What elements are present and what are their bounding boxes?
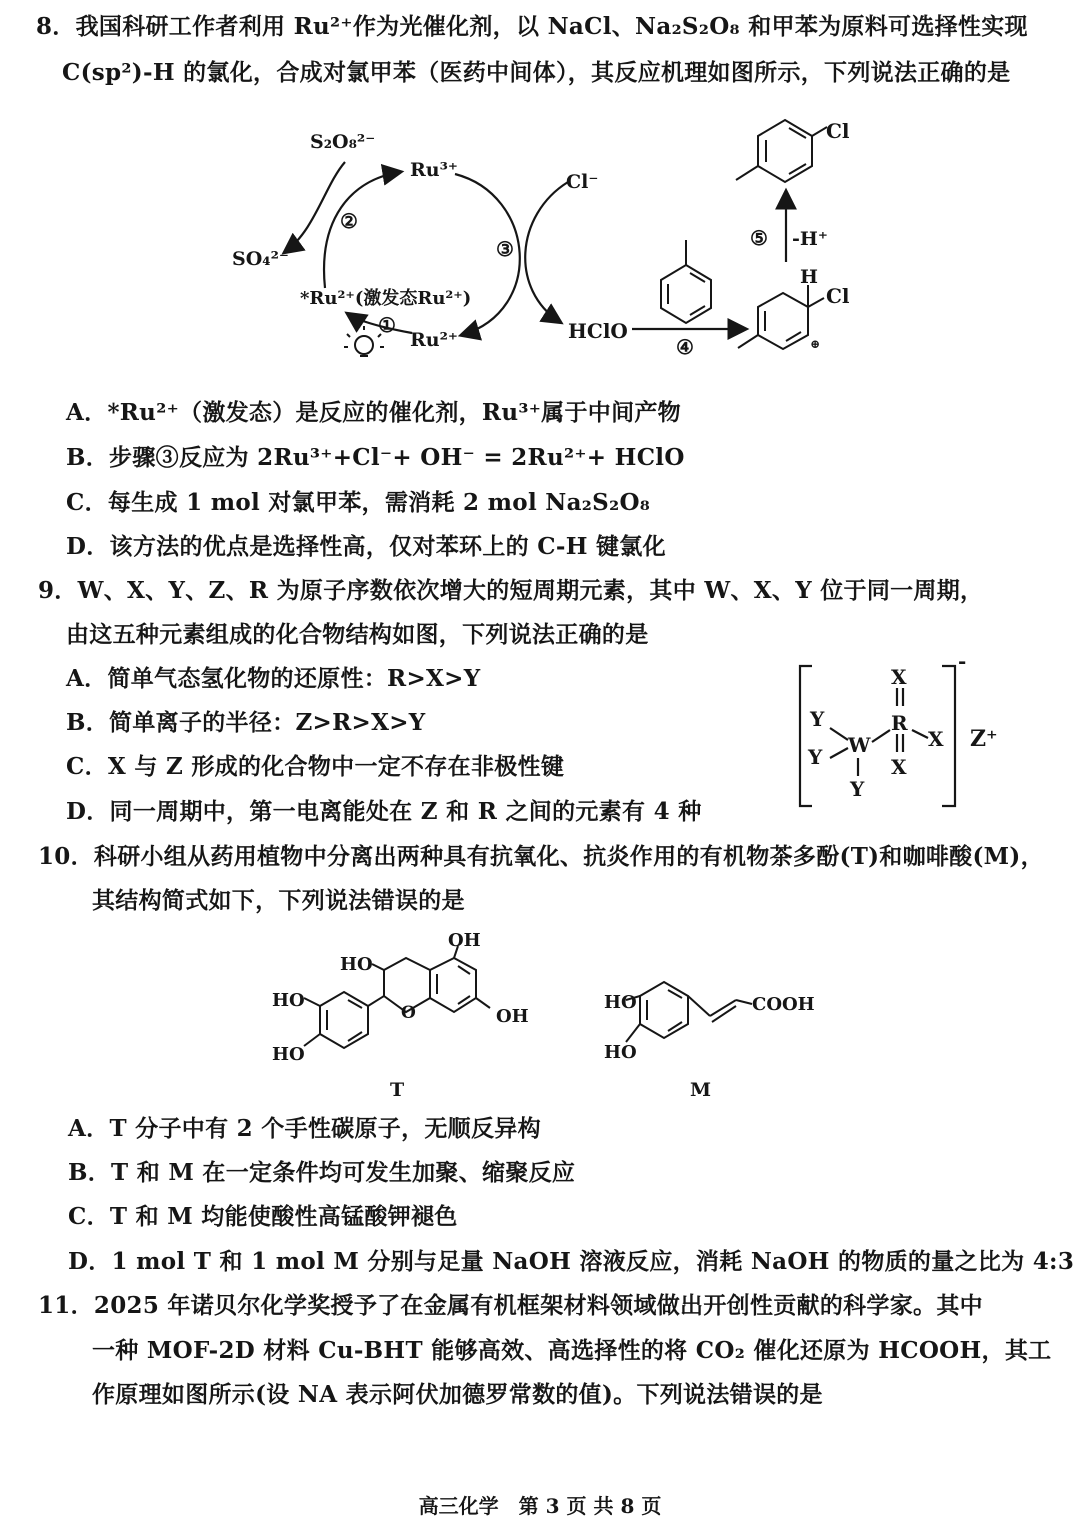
q10-option-b: B．T 和 M 在一定条件均可发生加聚、缩聚反应 (68, 1159, 576, 1186)
q10-option-d: D．1 mol T 和 1 mol M 分别与足量 NaOH 溶液反应，消耗 NaOH 的物质的量之比为 4:3 (68, 1248, 1075, 1275)
q9-structure-diagram (0, 650, 1080, 820)
q10-option-c: C．T 和 M 均能使酸性高锰酸钾褪色 (68, 1203, 458, 1230)
m-ho2: HO (604, 1042, 637, 1063)
q10-option-a: A．T 分子中有 2 个手性碳原子，无顺反异构 (68, 1115, 541, 1142)
t-oh-right: OH (496, 1006, 529, 1027)
q8-stem-line1: 8．我国科研工作者利用 Ru²⁺作为光催化剂，以 NaCl、Na₂S₂O₈ 和甲苯为原料可选择性实现 (36, 13, 1028, 40)
label-s2o8: S₂O₈²⁻ (310, 131, 376, 153)
atom-y-left: Y (808, 745, 823, 769)
cation-z: Z⁺ (970, 726, 998, 752)
q11-line2: 一种 MOF-2D 材料 Cu-BHT 能够高效、高选择性的将 CO₂ 催化还原为 HCOOH，其工 (92, 1337, 1052, 1364)
q10-structures (0, 920, 1080, 1110)
label-step5: ⑤ (750, 226, 768, 250)
label-ru2-excited: *Ru²⁺(激发态Ru²⁺) (300, 288, 472, 309)
label-step4: ④ (676, 335, 694, 359)
label-ru3: Ru³⁺ (410, 159, 458, 181)
t-ho-left1: HO (272, 990, 305, 1011)
toluene (661, 240, 711, 323)
t-oh-top: OH (448, 930, 481, 951)
t-name: T (390, 1079, 405, 1101)
atom-x-top: X (891, 665, 907, 689)
t-ho-left2: HO (272, 1044, 305, 1065)
q11-line3: 作原理如图所示(设 NA 表示阿伏加德罗常数的值)。下列说法错误的是 (92, 1381, 823, 1408)
atom-x-bottom: X (891, 755, 907, 779)
label-hclo: HClO (568, 319, 628, 343)
m-name: M (690, 1079, 712, 1101)
label-ru2: Ru²⁺ (410, 329, 458, 351)
label-step3: ③ (496, 237, 514, 261)
q11-line1: 11．2025 年诺贝尔化学奖授予了在金属有机框架材料领域做出开创性贡献的科学家。其中 (38, 1292, 983, 1319)
label-minus-h: -H⁺ (792, 228, 828, 250)
q8-option-b: B．步骤③反应为 2Ru³⁺+Cl⁻+ OH⁻ = 2Ru²⁺+ HClO (66, 444, 685, 471)
bracket-left (800, 666, 812, 806)
q8-mechanism-diagram (0, 100, 1080, 390)
bracket-right (942, 666, 955, 806)
atom-x-right: X (928, 727, 944, 751)
label-cl-int: Cl (826, 284, 850, 308)
q9-option-c: C．X 与 Z 形成的化合物中一定不存在非极性键 (66, 753, 565, 780)
label-cl-top: Cl (826, 119, 850, 143)
q9-option-b: B．简单离子的半径：Z>R>X>Y (66, 709, 426, 736)
label-h: H (800, 266, 818, 288)
label-step1: ① (378, 313, 396, 337)
side-arc-cl-hclo (525, 182, 568, 322)
t-o: O (401, 1003, 416, 1023)
anion-charge: - (958, 650, 967, 673)
q8-option-a: A．*Ru²⁺（激发态）是反应的催化剂，Ru³⁺属于中间产物 (66, 399, 681, 426)
q9-stem-line2: 由这五种元素组成的化合物结构如图，下列说法正确的是 (66, 621, 649, 648)
q8-option-d: D．该方法的优点是选择性高，仅对苯环上的 C-H 键氯化 (66, 533, 666, 560)
side-arc-s2o8-so4 (285, 162, 345, 252)
label-so4: SO₄²⁻ (232, 248, 289, 270)
page-footer: 高三化学 第 3 页 共 8 页 (418, 1494, 662, 1518)
atom-w: W (848, 733, 871, 757)
q10-stem-line1: 10．科研小组从药用植物中分离出两种具有抗氧化、抗炎作用的有机物茶多酚(T)和咖啡酸(M)， (38, 843, 1044, 870)
q10-stem-line2: 其结构简式如下，下列说法错误的是 (92, 887, 465, 914)
q9-option-d: D．同一周期中，第一电离能处在 Z 和 R 之间的元素有 4 种 (66, 798, 702, 825)
q9-option-a: A．简单气态氢化物的还原性：R>X>Y (66, 665, 481, 692)
cycle-arc-excited-to-ru3 (324, 172, 400, 288)
label-step2: ② (340, 209, 358, 233)
q8-stem-line2: C(sp²)-H 的氯化，合成对氯甲苯（医药中间体），其反应机理如图所示，下列说法正确的是 (62, 59, 1011, 86)
t-ho-mid: HO (340, 954, 373, 975)
atom-r: R (891, 711, 908, 735)
m-cooh: COOH (752, 994, 815, 1015)
q9-stem-line1: 9．W、X、Y、Z、R 为原子序数依次增大的短周期元素，其中 W、X、Y 位于同一周期， (38, 577, 984, 604)
atom-y-top: Y (810, 707, 825, 731)
label-cl-minus: Cl⁻ (566, 171, 599, 193)
m-ho1: HO (604, 992, 637, 1013)
product-p-chlorotoluene (736, 120, 827, 182)
atom-y-bottom: Y (850, 777, 865, 801)
q8-option-c: C．每生成 1 mol 对氯甲苯，需消耗 2 mol Na₂S₂O₈ (66, 489, 651, 516)
label-plus: ⊕ (810, 337, 821, 351)
